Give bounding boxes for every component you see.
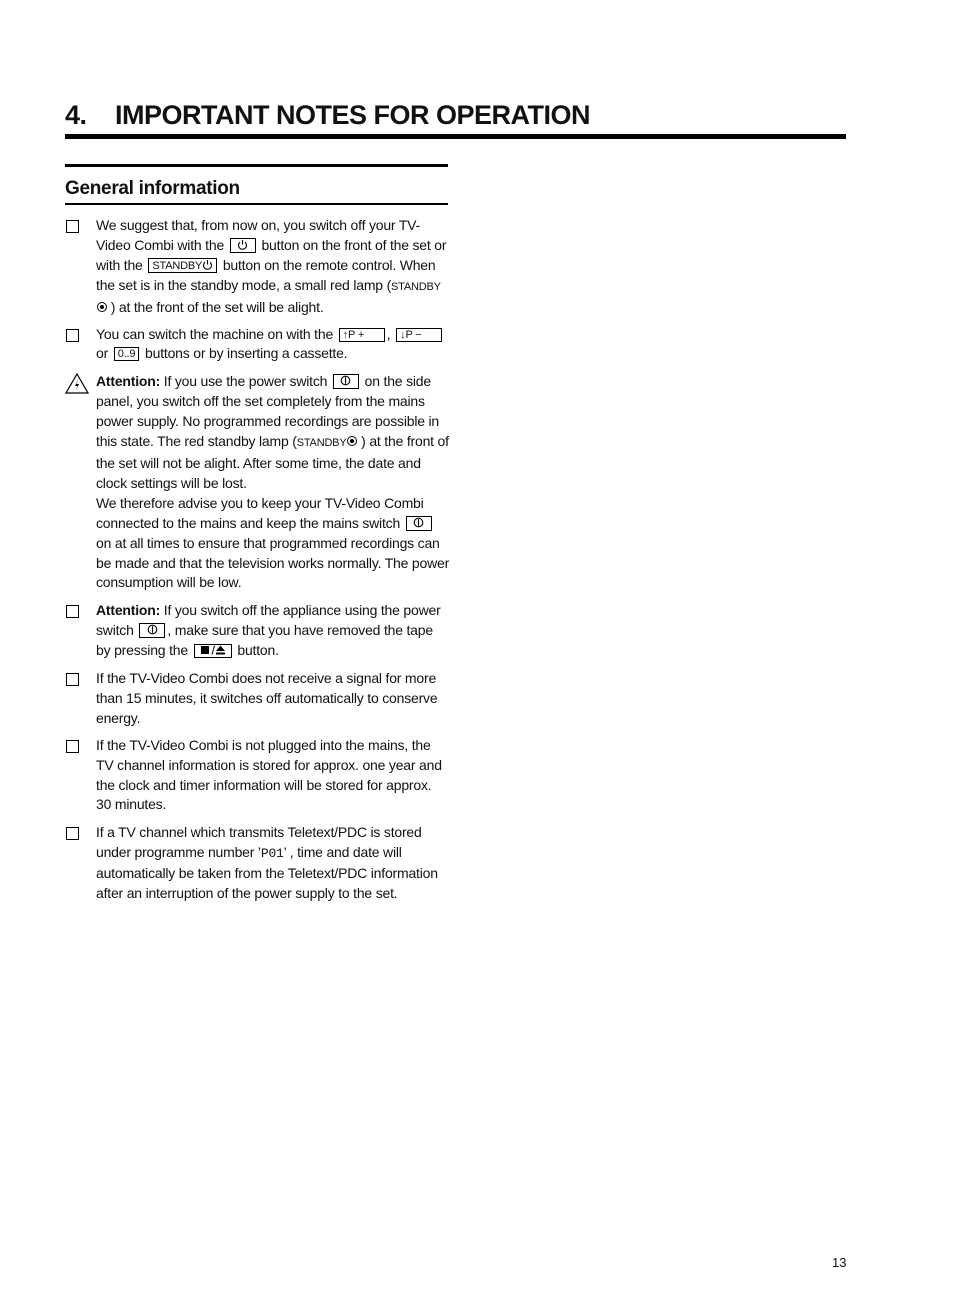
item-text-part: ) at the front of the set will be alight. xyxy=(110,298,324,315)
digit-keys: 0..9 xyxy=(114,347,140,361)
standby-lamp-label: STANDBY xyxy=(391,280,441,293)
checkbox-bullet-icon xyxy=(66,329,79,342)
chapter-title xyxy=(65,98,846,132)
section-title: General information xyxy=(65,178,240,199)
programme-up-key-label: P + xyxy=(348,328,365,341)
list-item xyxy=(65,601,450,661)
standby-lamp-label: STANDBY xyxy=(296,437,347,450)
item-text-part: If you use the power switch xyxy=(163,373,328,390)
item-text-part: , xyxy=(386,325,391,342)
item-text-part: button. xyxy=(237,642,279,659)
item-text: If the TV-Video Combi does not receive a signal for more than 15 minutes, it switches off automatically to conserve energy. xyxy=(96,670,438,726)
item-text xyxy=(96,823,450,904)
list-item xyxy=(65,325,450,365)
item-text-part: We suggest that, from now on, you switch off your TV-Video Combi with the xyxy=(96,217,421,253)
chapter-title-text: IMPORTANT NOTES FOR OPERATION xyxy=(115,100,590,130)
checkbox-bullet-icon xyxy=(66,740,79,753)
item-text xyxy=(96,216,450,318)
item-text-part: , make sure that you have removed the tape by pressing the xyxy=(96,622,433,659)
item-text-part: If you switch off the appliance using the power switch xyxy=(96,602,441,639)
section-bottom-rule xyxy=(65,203,448,205)
item-text-part: ’ , time and date will automatically be taken from the Teletext/PDC information after an interruption of the power supply to the set. xyxy=(96,844,438,902)
standby-lamp-icon xyxy=(97,302,107,312)
item-text-part: or xyxy=(96,345,109,362)
item-text: If the TV-Video Combi is not plugged into the mains, the TV channel information is stored for approx. one year and the clock and timer information will be stored for approx. 30 minutes. xyxy=(96,736,442,813)
list-item xyxy=(65,669,450,729)
chapter-heading xyxy=(65,98,846,139)
chapter-number: 4. xyxy=(65,100,87,130)
item-text-part: We therefore advise you to keep your TV-Video Combi connected to the mains and keep the mains switch xyxy=(96,494,424,531)
checkbox-bullet-icon xyxy=(66,220,79,233)
mains-switch-key-icon xyxy=(333,374,359,389)
programme-up-key: ↑P + xyxy=(339,328,385,342)
list-item xyxy=(65,736,450,816)
stop-eject-key-icon xyxy=(194,644,232,658)
item-text-part: You can switch the machine on with the xyxy=(96,325,334,342)
power-symbol-icon xyxy=(202,259,213,270)
programme-down-key: ↓P − xyxy=(396,328,442,342)
item-text-part: buttons or by inserting a cassette. xyxy=(145,345,348,362)
list-item xyxy=(65,823,450,904)
standby-lamp-icon xyxy=(347,436,357,446)
item-text xyxy=(96,372,450,493)
item-text xyxy=(96,601,450,661)
attention-label: Attention: xyxy=(96,373,161,390)
checkbox-bullet-icon xyxy=(66,673,79,686)
item-text xyxy=(96,494,450,594)
item-text xyxy=(96,325,450,365)
checkbox-bullet-icon xyxy=(66,605,79,618)
power-button-key-icon xyxy=(230,238,256,253)
checkbox-bullet-icon xyxy=(66,827,79,840)
item-text-part: on the side panel, you switch off the set completely from the mains power supply. No programmed recordings are possible in this state. The red standby lamp ( xyxy=(96,373,440,450)
item-text-part: button on the remote control. When the set is in the standby mode, a small red lamp ( xyxy=(96,256,436,293)
item-text-part: If a TV channel which transmits Teletext/PDC is stored under programme number ’ xyxy=(96,824,422,861)
item-text-part: ) at the front of the set will not be alight. After some time, the date and clock settings will be lost. xyxy=(96,433,449,491)
item-text-part: on at all times to ensure that programmed recordings can be made and that the television works normally. The power consumption will be low. xyxy=(96,534,450,591)
section-heading xyxy=(65,164,448,205)
chapter-rule xyxy=(65,134,846,139)
programme-code: P01 xyxy=(260,846,284,862)
list-item xyxy=(65,372,450,593)
mains-switch-key-icon xyxy=(139,623,165,638)
mains-switch-key-icon xyxy=(406,516,432,531)
standby-key xyxy=(148,258,217,273)
warning-triangle-icon xyxy=(65,373,89,400)
page-number: 13 xyxy=(832,1255,847,1270)
programme-down-key-label: P − xyxy=(405,328,422,341)
standby-key-label: STANDBY xyxy=(152,259,203,272)
attention-label: Attention: xyxy=(96,602,161,619)
item-text-part: button on the front of the set or with the xyxy=(96,236,447,273)
notes-list xyxy=(65,216,450,904)
list-item xyxy=(65,216,450,318)
